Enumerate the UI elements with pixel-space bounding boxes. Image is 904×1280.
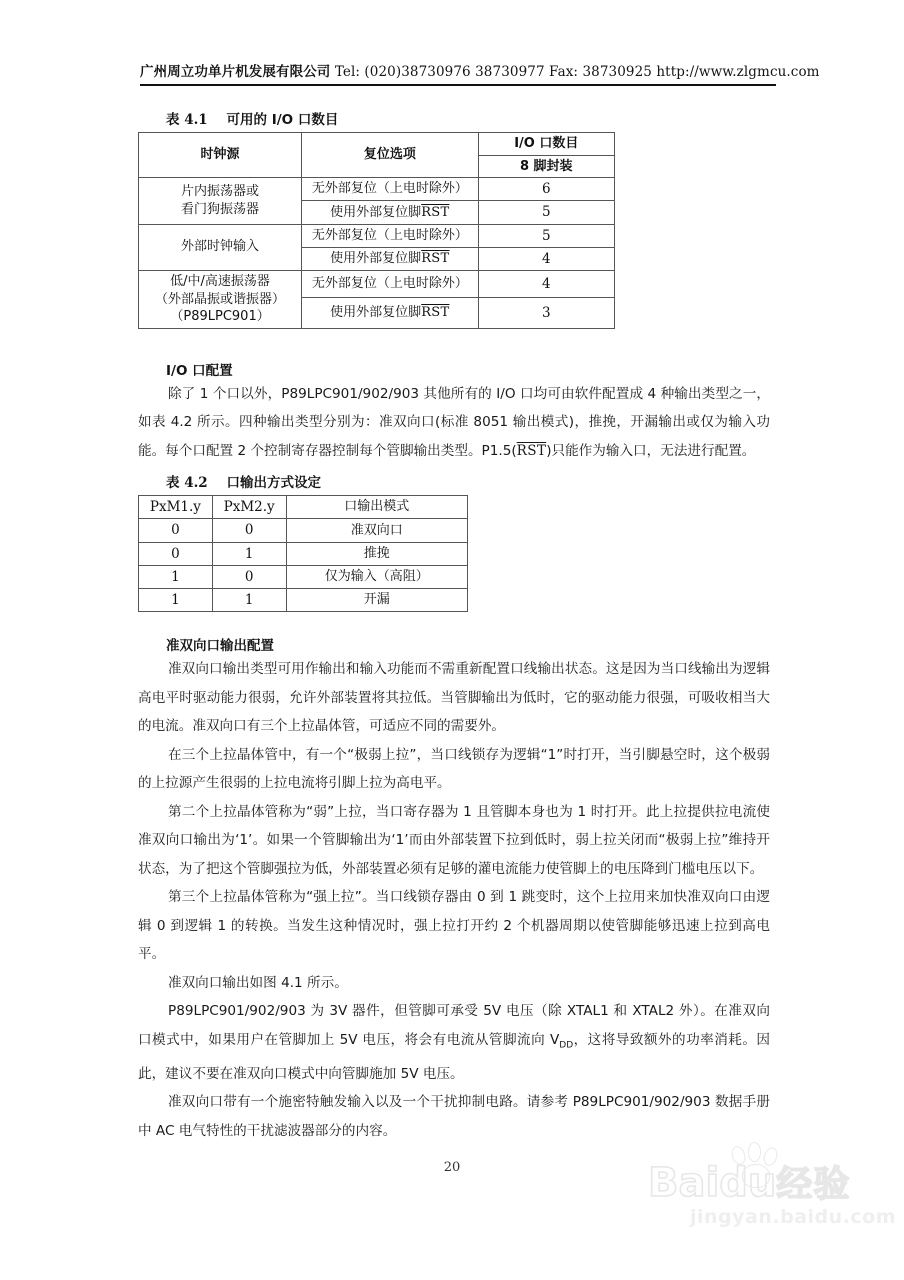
cell-reset-option	[302, 178, 478, 201]
para-text: 除了 1 个口以外，P89LPC901/902/903 其他所有的 I/O 口均可由软件配置成 4 种输出类型之一，如表 4.2 所示。四种输出类型分别为：准双向口(标准 8051 输出模式)，推挽，开漏输出或仅为输入功能。每个口配置 2 个控制寄存器控制每个管脚输出类型。P1.5(	[138, 385, 770, 459]
header-output-mode: 口输出模式	[286, 496, 467, 519]
paragraph-quasi-4: 第三个上拉晶体管称为“强上拉”。当口线锁存器由 0 到 1 跳变时，这个上拉用来加快准双向口由逻辑 0 到逻辑 1 的转换。当发生这种情况时，强上拉打开约 2 个机器周期以使管脚能够迅速上拉到高电平。	[138, 889, 770, 963]
cell-io-count: 5	[478, 201, 614, 224]
cell-reset-option	[302, 270, 478, 297]
reset-option-text: 使用外部复位脚	[330, 204, 422, 220]
rst-overline: $\overline{RST}$	[516, 442, 547, 459]
paragraph-io-config	[138, 380, 770, 466]
table-41-caption	[166, 108, 770, 128]
table-41-caption-text: 可用的 I/O 口数目	[226, 112, 339, 128]
table-row	[139, 178, 615, 201]
table-row	[139, 588, 468, 611]
table-port-output-mode	[138, 495, 468, 612]
clock-source-line1: 低/中/高速振荡器	[170, 273, 270, 289]
cell-pxm1y: 0	[139, 542, 213, 565]
table-row	[139, 519, 468, 542]
watermark-brand-cn: 经验	[776, 1164, 851, 1205]
header-rule	[140, 84, 776, 86]
paragraph-quasi-6	[138, 997, 770, 1088]
cell-clock-source-2: 外部时钟输入	[139, 224, 302, 270]
header-text	[140, 60, 820, 84]
table-41-caption-label: 表 4.1	[166, 112, 208, 128]
watermark-url: jingyan.baidu.com	[690, 1206, 896, 1228]
reset-option-text: 无外部复位（上电时除外）	[311, 227, 468, 243]
vdd-subscript: DD	[559, 1040, 574, 1051]
cell-io-count: 6	[478, 178, 614, 201]
cell-pxm2y: 1	[212, 542, 286, 565]
header-pxm2y: PxM2.y	[212, 496, 286, 519]
clock-source-line2: 看门狗振荡器	[181, 201, 260, 217]
rst-overline: $\overline{RST}$	[421, 204, 450, 220]
paragraph-quasi-5: 准双向口输出如图 4.1 所示。	[168, 974, 348, 991]
rst-overline: $\overline{RST}$	[421, 304, 450, 320]
table-row-header	[139, 496, 468, 519]
cell-output-mode: 准双向口	[286, 519, 467, 542]
watermark-brand-latin: Baidu	[648, 1160, 777, 1206]
heading-quasi-bidirectional: 准双向口输出配置	[166, 638, 274, 655]
paragraph-quasi-1: 准双向口输出类型可用作输出和输入功能而不需重新配置口线输出状态。这是因为当口线输出为逻辑高电平时驱动能力很弱，允许外部装置将其拉低。当管脚输出为低时，它的驱动能力很强，可吸收相当大的电流。准双向口有三个上拉晶体管，可适应不同的需要外。	[138, 661, 770, 735]
cell-reset-option	[302, 201, 478, 224]
cell-clock-source-1	[139, 178, 302, 224]
table-row-header	[139, 133, 615, 156]
clock-source-line3: （P89LPC901）	[170, 309, 270, 325]
baidu-jingyan-watermark	[648, 1142, 896, 1242]
page-number: 20	[443, 1160, 461, 1175]
page-content	[138, 108, 770, 1145]
table-row	[139, 542, 468, 565]
table-row	[139, 224, 615, 247]
cell-pxm1y: 1	[139, 565, 213, 588]
para-text-tail: )只能作为输入口，无法进行配置。	[546, 442, 756, 459]
header-reset-option: 复位选项	[302, 133, 478, 178]
cell-io-count: 3	[478, 297, 614, 328]
header-package: 8 脚封装	[478, 155, 614, 178]
paragraph-quasi-7: 准双向口带有一个施密特触发输入以及一个干扰抑制电路。请参考 P89LPC901/902/903 数据手册中 AC 电气特性的干扰滤波器部分的内容。	[138, 1094, 770, 1139]
paragraph-quasi-2: 在三个上拉晶体管中，有一个“极弱上拉”，当口线锁存为逻辑“1”时打开，当引脚悬空时，这个极弱的上拉源产生很弱的上拉电流将引脚上拉为高电平。	[138, 746, 770, 792]
reset-option-text: 使用外部复位脚	[330, 251, 422, 267]
cell-io-count: 5	[478, 224, 614, 247]
cell-reset-option	[302, 297, 478, 328]
cell-output-mode: 推挽	[286, 542, 467, 565]
cell-output-mode: 仅为输入（高阻）	[286, 565, 467, 588]
cell-reset-option	[302, 224, 478, 247]
table-row	[139, 270, 615, 297]
reset-option-text: 使用外部复位脚	[330, 304, 422, 320]
paragraph-quasi-3: 第二个上拉晶体管称为“弱”上拉，当口寄存器为 1 且管脚本身也为 1 时打开。此上拉提供拉电流使准双向口输出为‘1’。如果一个管脚输出为‘1’而由外部装置下拉到低时，弱上拉关闭而“极弱上拉”维持开状态，为了把这个管脚强拉为低，外部装置必须有足够的灌电流能力使管脚上的电压降到门槛电压以下。	[138, 803, 770, 877]
cell-pxm2y: 1	[212, 588, 286, 611]
cell-output-mode: 开漏	[286, 588, 467, 611]
clock-source-line2: （外部晶振或谐振器）	[155, 291, 286, 307]
para-text-tail: ，这将导致额外的功率消耗。因此，建议不要在准双向口模式中向管脚施加 5V 电压。	[138, 1031, 770, 1082]
clock-source-line1: 片内振荡器或	[181, 184, 260, 200]
cell-pxm2y: 0	[212, 565, 286, 588]
header-company: 广州周立功单片机发展有限公司	[140, 64, 331, 80]
para-text: P89LPC901/902/903 为 3V 器件，但管脚可承受 5V 电压（除 XTAL1 和 XTAL2 外）。在准双向口模式中，如果用户在管脚加上 5V 电压，将会有电流从管脚流向 V	[138, 1003, 770, 1048]
table-42-caption-text: 口输出方式设定	[226, 475, 321, 492]
table-row	[139, 565, 468, 588]
header-contact: Tel: (020)38730976 38730977 Fax: 38730925 http://www.zlgmcu.com	[334, 64, 820, 80]
reset-option-text: 无外部复位（上电时除外）	[311, 181, 468, 197]
header-io-count: I/O 口数目	[478, 133, 614, 156]
cell-pxm2y: 0	[212, 519, 286, 542]
rst-overline: $\overline{RST}$	[421, 251, 450, 267]
table-available-io-count	[138, 132, 615, 329]
table-42-caption	[166, 471, 770, 491]
cell-pxm1y: 1	[139, 588, 213, 611]
heading-io-config: I/O 口配置	[166, 362, 233, 379]
running-header	[140, 60, 820, 86]
cell-pxm1y: 0	[139, 519, 213, 542]
cell-io-count: 4	[478, 270, 614, 297]
table-42-caption-label: 表 4.2	[166, 475, 208, 492]
header-clock-source: 时钟源	[139, 133, 302, 178]
cell-clock-source-3	[139, 270, 302, 328]
header-pxm1y: PxM1.y	[139, 496, 213, 519]
reset-option-text: 无外部复位（上电时除外）	[311, 276, 468, 292]
cell-reset-option	[302, 247, 478, 270]
cell-io-count: 4	[478, 247, 614, 270]
